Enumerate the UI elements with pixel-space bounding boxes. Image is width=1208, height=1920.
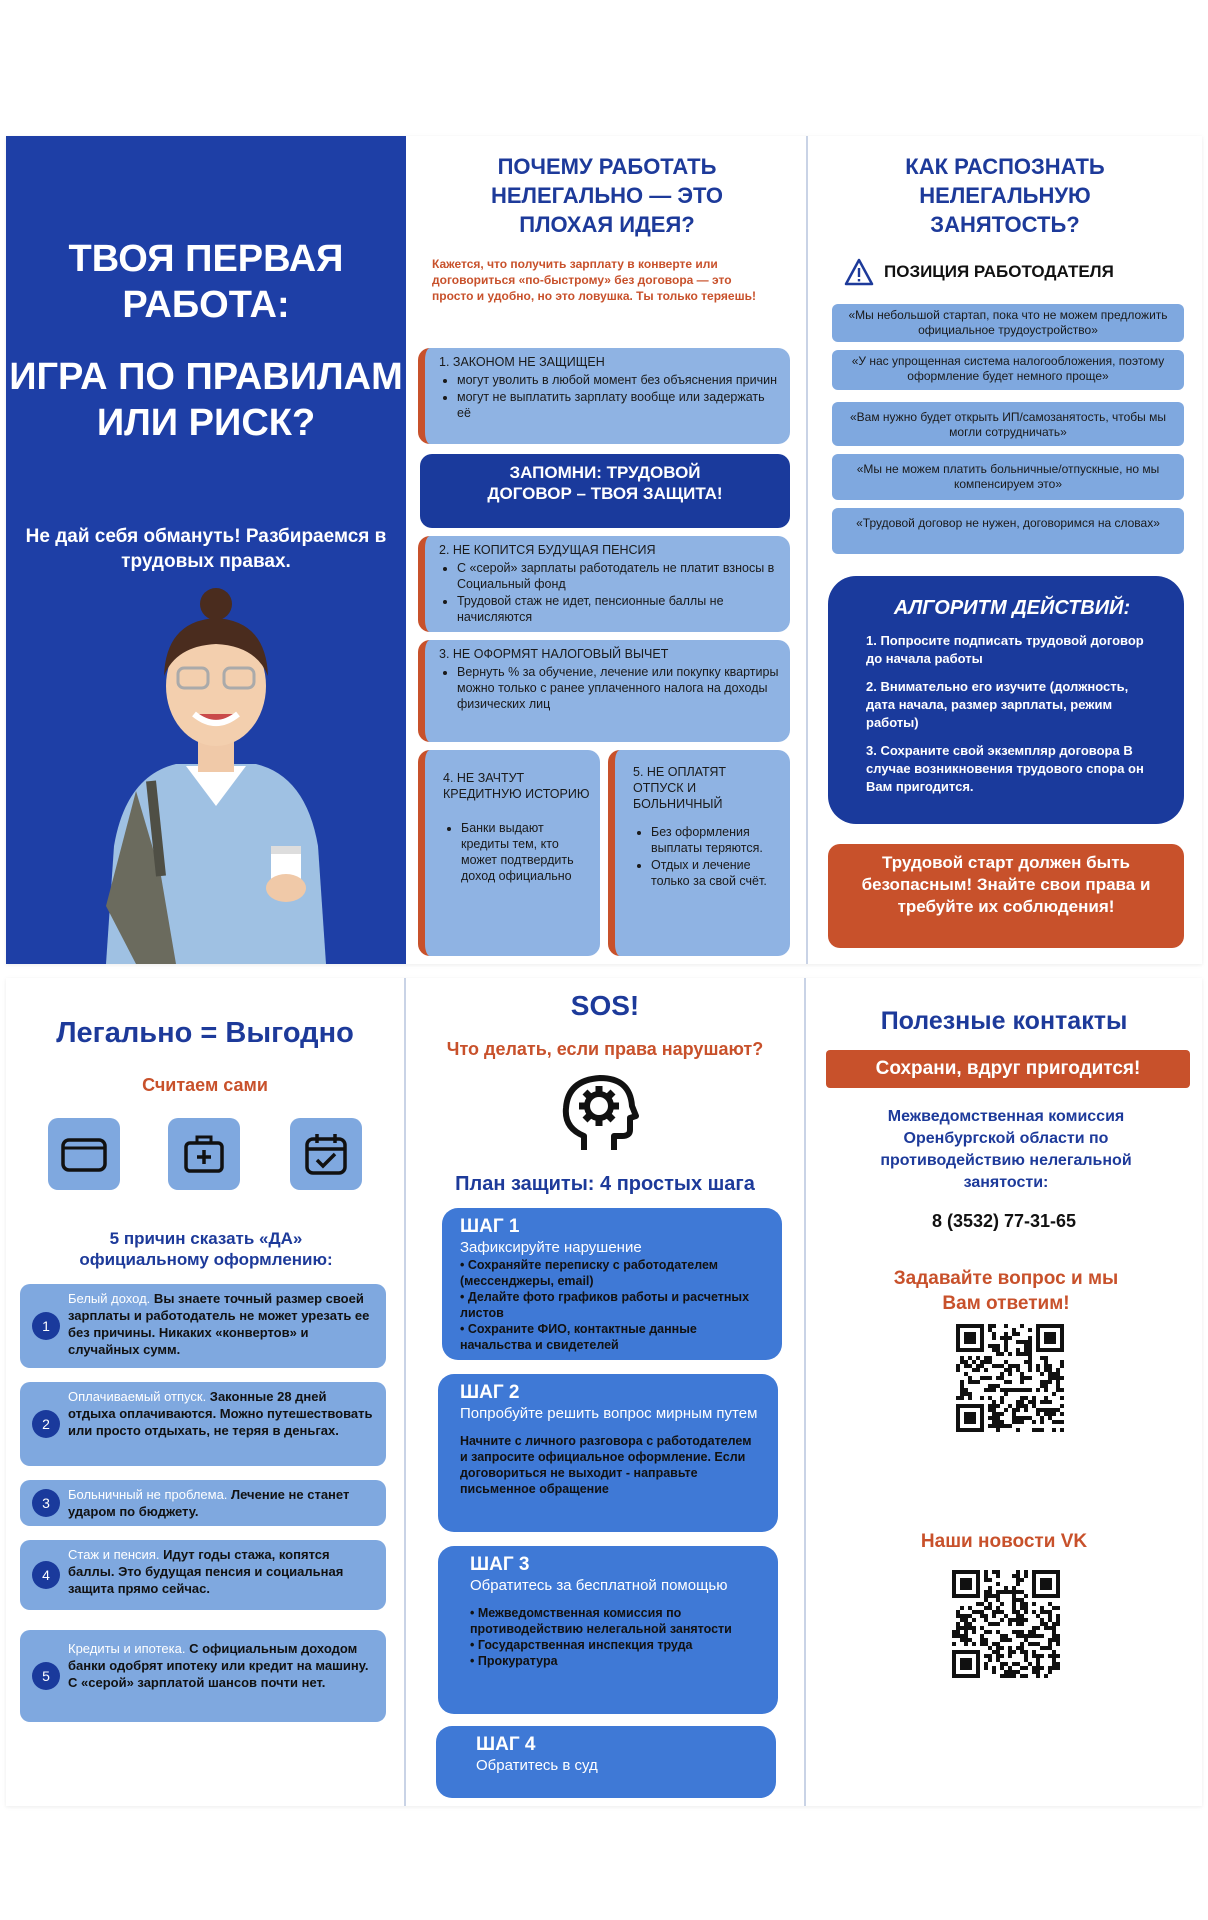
why-illegal-panel bbox=[408, 136, 806, 964]
reason-number: 2 bbox=[32, 1410, 60, 1438]
save-banner-text: Сохрани, вдруг пригодится! bbox=[875, 1058, 1141, 1079]
reason-1-point: • могут уволить в любой момент без объяснения причин bbox=[457, 372, 780, 388]
benefit-reason bbox=[20, 1382, 386, 1466]
step-4-subtitle: Обратитесь в суд bbox=[476, 1757, 598, 1774]
safe-start-text: Трудовой старт должен быть безопасным! Знайте свои права и требуйте их соблюдения! bbox=[861, 853, 1151, 916]
sos-panel bbox=[406, 978, 804, 1806]
reason-text: Лечение не станет ударом по бюджету. bbox=[68, 1487, 350, 1519]
legal-benefit-panel bbox=[6, 978, 404, 1806]
reasons-title: 5 причин сказать «ДА» официальному оформлению: bbox=[79, 1229, 333, 1269]
reason-lead: Кредиты и ипотека. bbox=[68, 1641, 186, 1656]
sos-subtitle: Что делать, если права нарушают? bbox=[446, 1039, 764, 1059]
step-3-body: • Межведомственная комиссия по противодействию нелегальной занятости • Государственная инспекция труда • Прокуратура bbox=[470, 1606, 732, 1668]
reason-4-title: 4. НЕ ЗАЧТУТ КРЕДИТНУЮ ИСТОРИЮ bbox=[443, 771, 590, 801]
reason-box-1 bbox=[418, 348, 790, 444]
reason-3-title: 3. НЕ ОФОРМЯТ НАЛОГОВЫЙ ВЫЧЕТ bbox=[439, 647, 669, 661]
reason-2-title: 2. НЕ КОПИТСЯ БУДУЩАЯ ПЕНСИЯ bbox=[439, 543, 656, 557]
medkit-icon bbox=[182, 1133, 226, 1175]
benefit-reason bbox=[20, 1630, 386, 1722]
algorithm-step: 3. Сохраните свой экземпляр договора В случае возникновения трудового спора он Вам пригодится. bbox=[866, 743, 1144, 794]
reason-box-4 bbox=[418, 750, 600, 956]
vk-news-label: Наши новости VK bbox=[920, 1531, 1088, 1552]
step-3-card bbox=[438, 1546, 778, 1714]
reason-1-point: • могут не выплатить зарплату вообще или задержать её bbox=[457, 389, 780, 421]
qr-code-vk-news[interactable] bbox=[952, 1570, 1060, 1678]
step-2-subtitle: Попробуйте решить вопрос мирным путем bbox=[460, 1405, 758, 1422]
algorithm-step: 2. Внимательно его изучите (должность, дата начала, размер зарплаты, режим работы) bbox=[866, 679, 1129, 730]
cover-panel bbox=[6, 136, 406, 964]
reason-number: 4 bbox=[32, 1561, 60, 1589]
step-1-subtitle: Зафиксируйте нарушение bbox=[460, 1239, 642, 1256]
benefit-reason bbox=[20, 1480, 386, 1526]
safe-start-banner bbox=[828, 844, 1184, 948]
algorithm-title: АЛГОРИТМ ДЕЙСТВИЙ: bbox=[893, 597, 1131, 619]
step-3-heading: ШАГ 3 bbox=[470, 1554, 530, 1575]
wallet-icon-box bbox=[48, 1118, 120, 1190]
step-4-card bbox=[436, 1726, 776, 1798]
reason-number: 1 bbox=[32, 1312, 60, 1340]
qr-code-question[interactable] bbox=[956, 1324, 1064, 1432]
employer-quote: «У нас упрощенная система налогообложения, поэтому оформление будет немного проще» bbox=[832, 350, 1184, 390]
calendar-check-icon bbox=[303, 1131, 349, 1177]
employer-quote: «Трудовой договор не нужен, договоримся на словах» bbox=[832, 508, 1184, 554]
reason-2-point: • Трудовой стаж не идет, пенсионные баллы не начисляются bbox=[457, 593, 780, 625]
step-3-subtitle: Обратитесь за бесплатной помощью bbox=[470, 1577, 728, 1594]
calendar-icon-box bbox=[290, 1118, 362, 1190]
sos-heading: SOS! bbox=[570, 990, 640, 1021]
employer-quote: «Вам нужно будет открыть ИП/самозанятость, чтобы мы могли сотрудничать» bbox=[832, 402, 1184, 446]
why-illegal-heading: ПОЧЕМУ РАБОТАТЬ НЕЛЕГАЛЬНО — ЭТО ПЛОХАЯ ИДЕЯ? bbox=[490, 154, 724, 237]
step-1-heading: ШАГ 1 bbox=[460, 1216, 520, 1237]
reason-lead: Белый доход. bbox=[68, 1291, 151, 1306]
employer-quote: «Мы небольшой стартап, пока что не можем предложить официальное трудоустройство» bbox=[832, 304, 1184, 342]
reason-lead: Оплачиваемый отпуск. bbox=[68, 1389, 207, 1404]
cover-subtitle: Не дай себя обмануть! Разбираемся в трудовых правах. bbox=[25, 526, 387, 572]
reason-4-point: • Банки выдают кредиты тем, кто может подтвердить доход официально bbox=[461, 820, 590, 884]
student-illustration bbox=[66, 576, 366, 964]
employer-position-label: ПОЗИЦИЯ РАБОТОДАТЕЛЯ bbox=[884, 262, 1114, 281]
step-4-heading: ШАГ 4 bbox=[476, 1734, 536, 1755]
step-1-card bbox=[442, 1208, 782, 1360]
step-2-heading: ШАГ 2 bbox=[460, 1382, 520, 1403]
reason-box-3 bbox=[418, 640, 790, 742]
employer-position bbox=[844, 258, 1184, 286]
reason-1-title: 1. ЗАКОНОМ НЕ ЗАЩИЩЕН bbox=[439, 355, 605, 369]
step-1-body: • Сохраняйте переписку с работодателем (мессенджеры, email) • Делайте фото графиков работы и расчетных листов • Сохраните ФИО, контактные данные начальства и свидетелей bbox=[460, 1258, 750, 1352]
plan-title: План защиты: 4 простых шага bbox=[455, 1173, 755, 1195]
contacts-panel bbox=[806, 978, 1202, 1806]
phone-number: 8 (3532) 77-31-65 bbox=[931, 1211, 1077, 1231]
reason-lead: Стаж и пенсия. bbox=[68, 1547, 160, 1562]
reason-box-5 bbox=[608, 750, 790, 956]
save-banner bbox=[826, 1050, 1190, 1088]
ask-question: Задавайте вопрос и мы Вам ответим! bbox=[893, 1268, 1119, 1314]
benefit-reason bbox=[20, 1284, 386, 1368]
reason-box-2 bbox=[418, 536, 790, 632]
reason-text: Идут годы стажа, копятся баллы. Это будущая пенсия и социальная защита прямо сейчас. bbox=[68, 1547, 344, 1596]
contacts-heading: Полезные контакты bbox=[880, 1007, 1128, 1035]
reason-lead: Больничный не проблема. bbox=[68, 1487, 228, 1502]
reason-number: 3 bbox=[32, 1489, 60, 1517]
remember-text: ЗАПОМНИ: ТРУДОВОЙ ДОГОВОР – ТВОЯ ЗАЩИТА! bbox=[487, 463, 723, 503]
step-2-body: Начните с личного разговора с работодателем и запросите официальное оформление. Если договориться не выходит - направьте письменное обращение bbox=[460, 1434, 752, 1496]
reason-text: Вы знаете точный размер своей зарплаты и работодатель не может урезать ее без причины. Никаких «конвертов» и случайных сумм. bbox=[68, 1291, 370, 1357]
leaflet-back bbox=[6, 978, 1202, 1806]
recognize-heading: КАК РАСПОЗНАТЬ НЕЛЕГАЛЬНУЮ ЗАНЯТОСТЬ? bbox=[905, 154, 1105, 237]
cover-title: ТВОЯ ПЕРВАЯ РАБОТА: bbox=[68, 238, 344, 326]
reason-text: С официальным доходом банки одобрят ипотеку или кредит на машину. С «серой» зарплатой шансов почти нет. bbox=[68, 1641, 369, 1690]
legal-benefit-heading: Легально = Выгодно bbox=[56, 1017, 354, 1049]
employer-quote: «Мы не можем платить больничные/отпускные, но мы компенсируем это» bbox=[832, 454, 1184, 500]
reason-5-title: 5. НЕ ОПЛАТЯТ ОТПУСК И БОЛЬНИЧНЫЙ bbox=[633, 765, 727, 811]
head-gear-icon bbox=[556, 1070, 642, 1156]
why-illegal-intro: Кажется, что получить зарплату в конверте или договориться «по-быстрому» без договора — это просто и удобно, но это ловушка. Ты только теряешь! bbox=[432, 257, 756, 303]
step-2-card bbox=[438, 1374, 778, 1532]
benefit-reason bbox=[20, 1540, 386, 1610]
remember-banner bbox=[420, 454, 790, 528]
reason-3-point: • Вернуть % за обучение, лечение или покупку квартиры можно только с ранее уплаченного налога на доходы физических лиц bbox=[457, 664, 780, 712]
warning-icon bbox=[844, 258, 874, 286]
reason-text: Законные 28 дней отдыха оплачиваются. Можно путешествовать или просто отдыхать, не теряя в деньгах. bbox=[68, 1389, 373, 1438]
algorithm-box bbox=[828, 576, 1184, 824]
medkit-icon-box bbox=[168, 1118, 240, 1190]
calc-subtitle: Считаем сами bbox=[142, 1075, 268, 1095]
reason-5-point: • Без оформления выплаты теряются. bbox=[651, 824, 780, 856]
wallet-icon bbox=[60, 1134, 108, 1174]
reason-2-point: • С «серой» зарплаты работодатель не платит взносы в Социальный фонд bbox=[457, 560, 780, 592]
reason-number: 5 bbox=[32, 1662, 60, 1690]
algorithm-step: 1. Попросите подписать трудовой договор до начала работы bbox=[866, 633, 1144, 666]
cover-question: ИГРА ПО ПРАВИЛАМ ИЛИ РИСК? bbox=[9, 356, 403, 444]
leaflet-front bbox=[6, 136, 1202, 964]
reason-5-point: • Отдых и лечение только за свой счёт. bbox=[651, 857, 780, 889]
commission-name: Межведомственная комиссия Оренбургской области по противодействию нелегальной занятости: bbox=[880, 1108, 1132, 1191]
